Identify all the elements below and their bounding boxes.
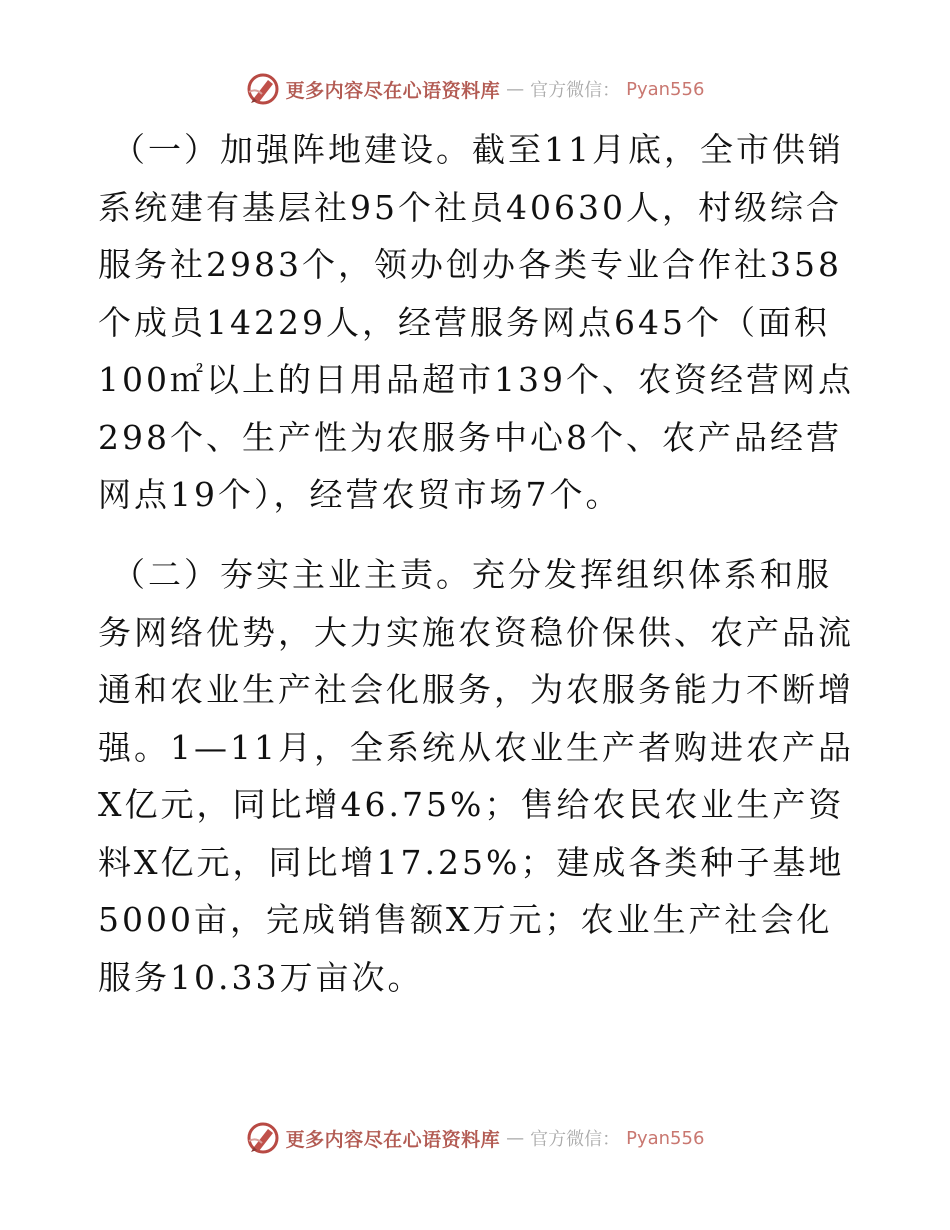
watermark-wechat-id: Pyan556 [626, 78, 705, 100]
watermark-wechat-id: Pyan556 [626, 1127, 705, 1149]
watermark-dash: — [506, 1127, 525, 1149]
watermark-main-text: 更多内容尽在心语资料库 [285, 79, 501, 102]
watermark-main-text: 更多内容尽在心语资料库 [285, 1128, 501, 1151]
watermark-sub-text: 官方微信： [530, 80, 621, 101]
watermark-dash: — [506, 78, 525, 100]
pen-logo-icon [246, 1121, 280, 1155]
watermark-banner-top [0, 72, 950, 106]
paragraph-2-text: （二）夯实主业主责。充分发挥组织体系和服务网络优势，大力实施农资稳价保供、农产品流通和农业生产社会化服务，为农服务能力不断增强。1—11月，全系统从农业生产者购进农产品X亿元，同比增46.75%；售给农民农业生产资料X亿元，同比增17.25%；建成各类种子基地5000亩，完成销售额X万元；农业生产社会化服务10.33万亩次。 [98, 555, 854, 997]
pen-logo-icon [246, 72, 280, 106]
watermark-sub-text: 官方微信： [530, 1129, 621, 1150]
paragraph-2 [98, 546, 858, 1006]
watermark-banner-bottom [0, 1121, 950, 1155]
paragraph-1 [98, 121, 858, 524]
paragraph-1-text: （一）加强阵地建设。截至11月底，全市供销系统建有基层社95个社员40630人，村级综合服务社2983个，领办创办各类专业合作社358个成员14229人，经营服务网点645个（面积100㎡以上的日用品超市139个、农资经营网点298个、生产性为农服务中心8个、农产品经营网点19个），经营农贸市场7个。 [98, 130, 854, 514]
